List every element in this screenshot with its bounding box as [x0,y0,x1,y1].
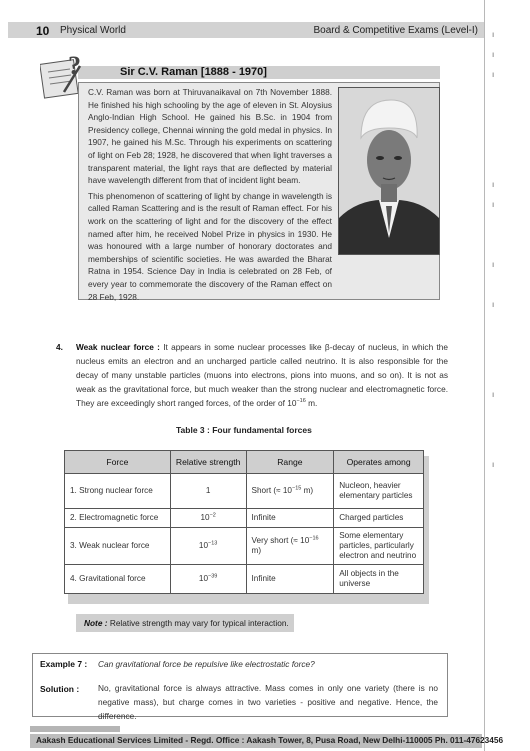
note-text: Relative strength may vary for typical interaction. [107,618,289,628]
force-cell: 2. Electromagnetic force [65,509,171,528]
range-cell [246,509,334,528]
operates-cell: All objects in the universe [334,565,424,594]
example-label: Example 7 : [40,659,88,669]
strength-exponent: −39 [208,573,218,580]
section-text: It appears in some nuclear processes like β-decay of nucleus, in which the nucleus emits an electron and an uncharged particle called neutrino. It is also responsible for the decay of many unstable particles (muons into electrons, pions into muons, and so on). It is not as weak as the gravitational force, but much weaker than the strong nuclear and electromagnetic force. They are exceedingly short ranged forces, of the order of [76,342,448,408]
table-header-row [65,451,424,474]
bio-text [88,86,332,306]
force-cell: 3. Weak nuclear force [65,528,171,565]
forces-table [64,450,424,594]
example-question: Can gravitational force be repulsive like electrostatic force? [98,659,315,669]
section-body [76,340,448,410]
footer-text: Aakash Educational Services Limited - Regd. Office : Aakash Tower, 8, Pusa Road, New Delhi-110005 Ph. 011-47623456 [36,735,504,745]
strength-base: 10 [200,513,210,522]
table-header: Relative strength [170,451,246,474]
portrait-image [339,88,439,254]
range-text: Very short (≈ 10 [251,536,310,545]
range-cell [246,565,334,594]
order-base: 10 [287,398,297,408]
range-text: Infinite [251,574,276,583]
strength-base: 1 [205,486,211,495]
operates-cell: Some elementary particles, particularly electron and neutrino [334,528,424,565]
page-number: 10 [36,24,50,38]
order-unit: m. [305,398,318,408]
note [84,618,289,628]
bio-paragraph-2: This phenomenon of scattering of light by change in wavelength is called Raman Scattering and is the result of Raman effect. For his work on the scattering of light and for the discovery of the effect named after him, he received Nobel Prize in physics in 1930. He was honoured with a large number of honorary doctorates and memberships of scientific societies. He was awarded the Bharat Ratna in 1954. Science Day in India is celebrated on 28 Feb, of every year to commemorate the discovery of the Raman effect on 28 Feb, 1928. [88,190,332,302]
note-label: Note : [84,618,108,628]
range-unit: m) [251,546,262,555]
range-text: Infinite [251,513,276,522]
strength-cell [170,474,246,509]
strength-cell [170,565,246,594]
operates-cell: Nucleon, heavier elementary particles [334,474,424,509]
range-cell [246,474,334,509]
range-text: Short (≈ 10 [251,486,292,495]
table-row [65,565,424,594]
book-title: Board & Competitive Exams (Level-I) [313,25,478,36]
bio-title: Sir C.V. Raman [1888 - 1970] [120,66,267,78]
strength-cell [170,528,246,565]
range-unit: m) [301,486,314,495]
range-exponent: −15 [291,485,302,492]
table-row [65,474,424,509]
force-cell: 4. Gravitational force [65,565,171,594]
order-exponent: −16 [296,398,306,405]
table-header: Operates among [334,451,424,474]
solution-label: Solution : [40,684,80,694]
bio-paragraph-1: C.V. Raman was born at Thiruvanaikaval on 7th November 1888. He finished his high schooling by the age of eleven in St. Aloysius Anglo-Indian High School. He gained his B.Sc. in 1904 from Presidency college, Chennai winning the gold medal in physics. In 1907, he gained his M.Sc. Through his experiments on scattering of light on Feb 28; 1928, he discovered that when light traverses a transparent material, the light rays that are deflected by material have wavelength different from that of incident light beam. [88,87,332,186]
range-exponent: −16 [309,535,319,542]
range-cell [246,528,334,565]
strength-cell [170,509,246,528]
table-row [65,509,424,528]
table-header: Range [246,451,334,474]
footer-accent [30,726,120,732]
footer [30,734,504,748]
page-edge [484,0,485,751]
strength-base: 10 [198,574,209,583]
strength-exponent: −2 [209,512,216,519]
operates-cell: Charged particles [334,509,424,528]
force-cell: 1. Strong nuclear force [65,474,171,509]
table-row [65,528,424,565]
section-term: Weak nuclear force : [76,342,160,352]
strength-exponent: −13 [208,540,218,547]
section-number: 4. [56,342,63,352]
chapter-title: Physical World [60,25,126,36]
portrait-photo [338,87,440,255]
table-header: Force [65,451,171,474]
strength-base: 10 [198,541,209,550]
solution-text: No, gravitational force is always attractive. Mass comes in only one variety (there is no negative mass), but charge comes in two varieties - positive and negative. Hence, the difference. [98,683,438,721]
table-caption: Table 3 : Four fundamental forces [176,425,312,435]
svg-text:?: ? [68,52,81,80]
